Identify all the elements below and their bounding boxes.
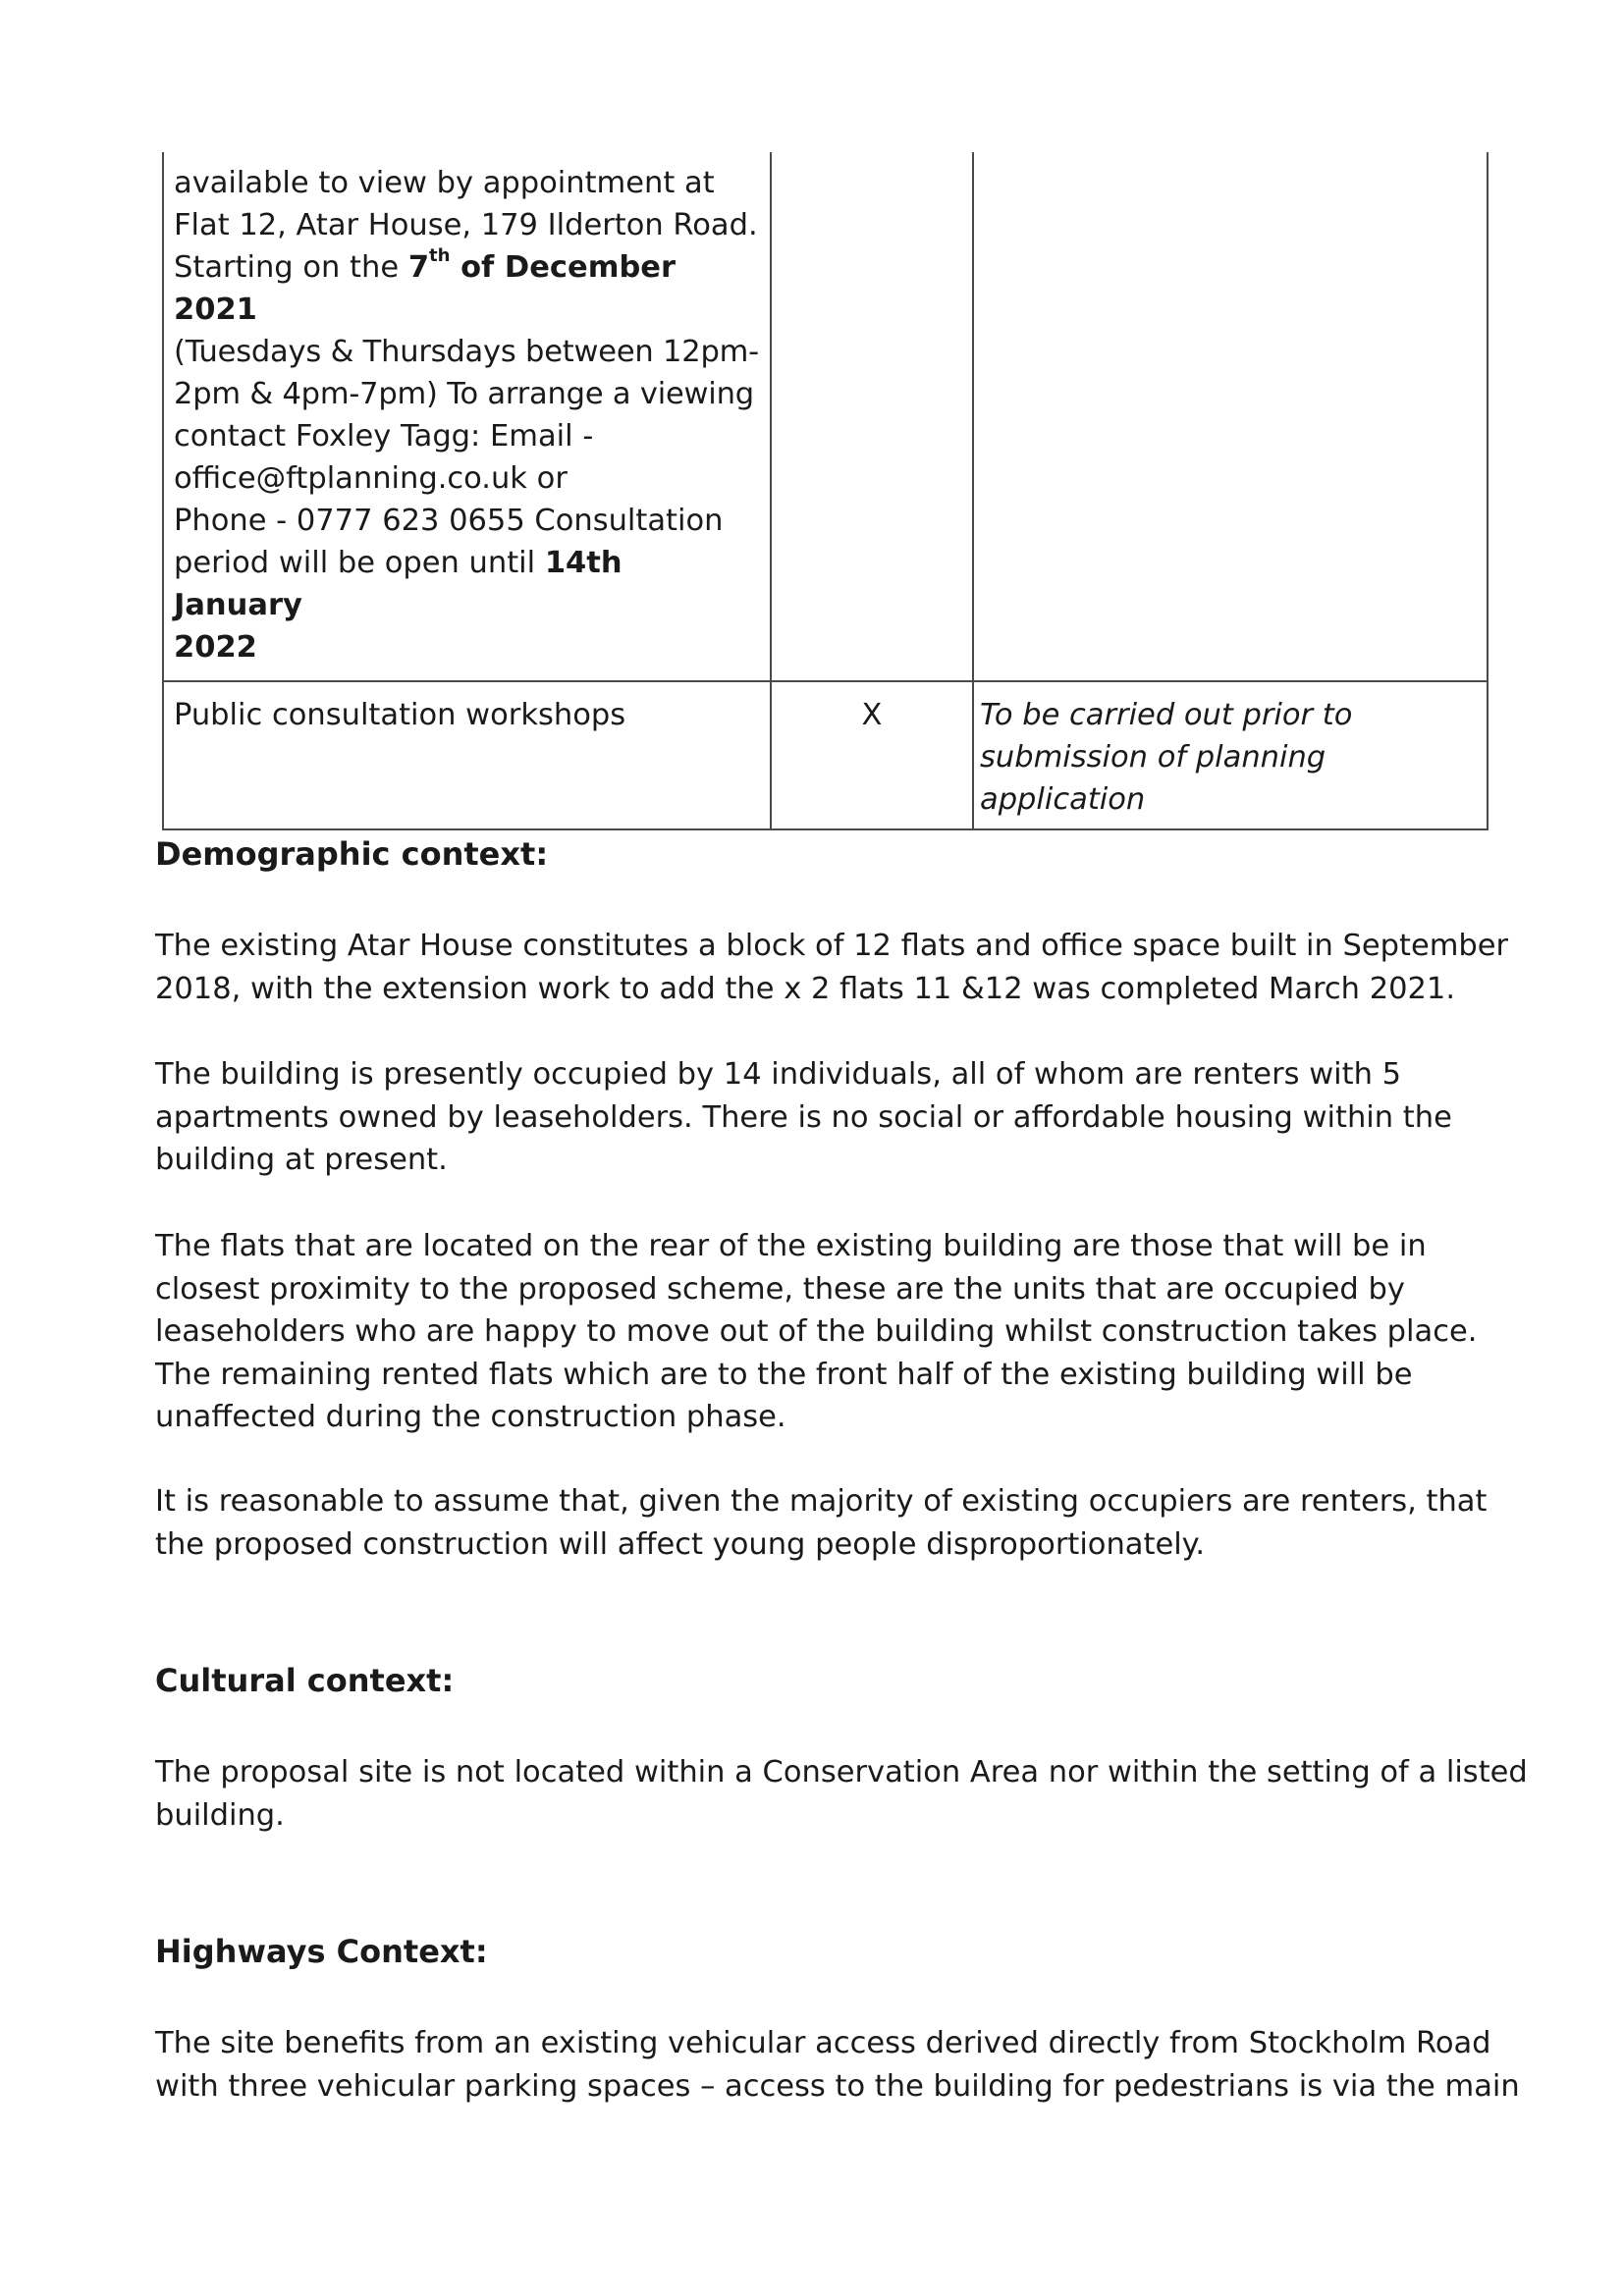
demographic-paragraph-4: It is reasonable to assume that, given the majority of existing occupiers are renters, that the proposed construction will affect young people disproportionately. — [155, 1484, 1488, 1562]
cultural-heading: Cultural context: — [155, 1662, 455, 1699]
cell-line-start-date — [174, 246, 760, 331]
consultation-table — [162, 152, 1489, 830]
highways-heading: Highways Context: — [155, 1933, 488, 1970]
table-cell-mark — [771, 681, 973, 829]
cell-line-phone: Phone - 0777 623 0655 Consultation — [174, 504, 724, 538]
demographic-heading: Demographic context: — [155, 835, 549, 873]
demographic-paragraph-2: The building is presently occupied by 14 individuals, all of whom are renters with 5 apartments owned by leaseholders. There is no social or affordable housing within the building at present. — [155, 1057, 1452, 1177]
table-cell-method — [163, 681, 771, 829]
table-row — [163, 152, 1488, 681]
end-date-year: 2022 — [174, 630, 257, 665]
demographic-paragraph-3: The flats that are located on the rear of the existing building are those that will be in closest proximity to the proposed scheme, these are the units that are occupied by leaseholders who are happy to move out of the building whilst construction takes place. The remaining rented flats which are to the front half of the existing building will be unaffected during the construction phase. — [155, 1229, 1478, 1434]
check-mark: X — [861, 698, 883, 732]
highways-paragraph-1: The site benefits from an existing vehicular access derived directly from Stockholm Road with three vehicular parking spaces – access to the building for pedestrians is via the main — [155, 2026, 1520, 2104]
table-row — [163, 681, 1488, 829]
cell-line: Flat 12, Atar House, 179 Ilderton Road. — [174, 208, 758, 242]
cell-line-end-date: period will be open until 14th January — [174, 546, 623, 622]
cell-line-email: office@ftplanning.co.uk or — [174, 461, 568, 496]
end-date: 14th January — [174, 546, 623, 622]
cell-line: 2pm & 4pm-7pm) To arrange a viewing — [174, 377, 754, 411]
table-cell-note — [973, 681, 1488, 829]
note-line: To be carried out prior to — [980, 698, 1353, 732]
note-line: submission of planning — [980, 740, 1326, 774]
table-cell-note-empty — [973, 152, 1488, 681]
note-line: application — [980, 782, 1146, 817]
start-date: 7th of December 2021 — [174, 244, 677, 327]
start-prefix: Starting on the — [174, 250, 408, 285]
method-label: Public consultation workshops — [174, 698, 626, 732]
table-cell-method — [163, 152, 771, 681]
cell-line: contact Foxley Tagg: Email - — [174, 419, 594, 454]
table-cell-mark-empty — [771, 152, 973, 681]
cultural-paragraph-1: The proposal site is not located within a Conservation Area nor within the setting of a listed building. — [155, 1755, 1528, 1833]
demographic-paragraph-1: The existing Atar House constitutes a block of 12 flats and office space built in September 2018, with the extension work to add the x 2 flats 11 &12 was completed March 2021. — [155, 929, 1509, 1006]
cell-line: (Tuesdays & Thursdays between 12pm- — [174, 335, 759, 369]
cell-line: available to view by appointment at — [174, 166, 715, 200]
